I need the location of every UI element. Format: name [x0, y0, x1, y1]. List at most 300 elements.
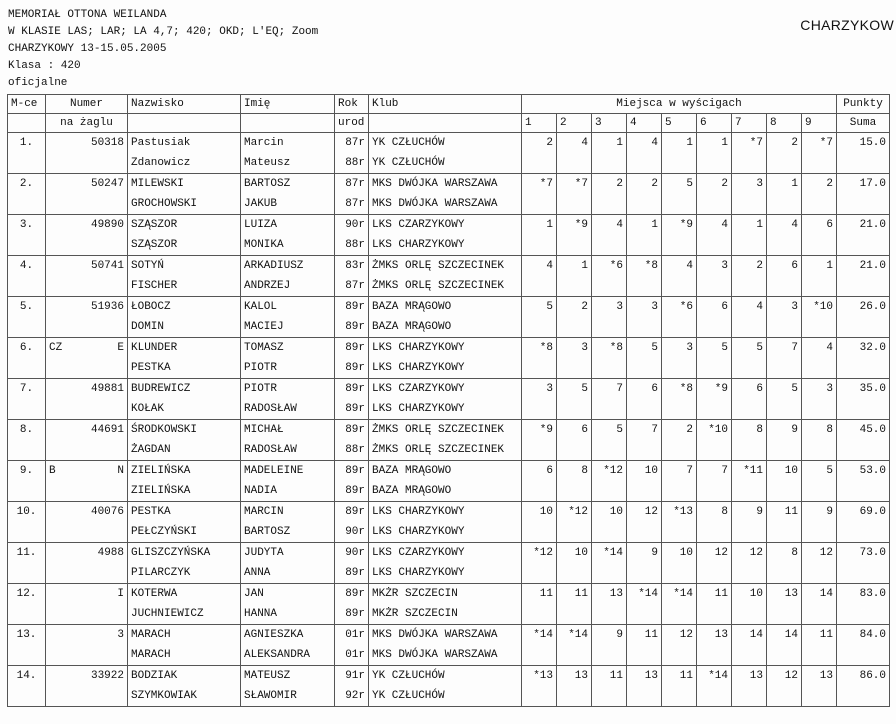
corner-location: CHARZYKOW: [800, 17, 894, 33]
empty-cell: [837, 399, 890, 420]
skipper-surname: KLUNDER: [128, 338, 241, 359]
empty-cell: [46, 399, 128, 420]
empty-cell: [837, 440, 890, 461]
table-row: [8, 276, 890, 297]
empty-cell: [767, 686, 802, 707]
skipper-club: BAZA MRĄGOWO: [369, 297, 522, 318]
crew-club: LKS CHARZYKOWY: [369, 235, 522, 256]
skipper-surname: ŁOBOCZ: [128, 297, 241, 318]
empty-cell: [592, 276, 627, 297]
crew-club: YK CZŁUCHÓW: [369, 153, 522, 174]
empty-cell: [557, 358, 592, 379]
race-score: 10: [627, 461, 662, 482]
race-score: *14: [697, 666, 732, 687]
country-code: B: [49, 465, 56, 477]
empty-cell: [697, 317, 732, 338]
empty-cell: [557, 440, 592, 461]
race-score: 6: [522, 461, 557, 482]
race-score: *9: [522, 420, 557, 441]
race-score: 13: [732, 666, 767, 687]
empty-cell: [662, 563, 697, 584]
empty-cell: [662, 235, 697, 256]
event-classes: W KLASIE LAS; LAR; LA 4,7; 420; OKD; L'EQ; Zoom: [8, 26, 319, 38]
empty-cell: [662, 522, 697, 543]
empty-cell: [8, 317, 46, 338]
race-score: 13: [627, 666, 662, 687]
sail-number: [46, 584, 128, 605]
place-cell: 4.: [8, 256, 46, 277]
skipper-surname: ZIELIŃSKA: [128, 461, 241, 482]
empty-cell: [662, 686, 697, 707]
race-score: 4: [592, 215, 627, 236]
col-surname: Nazwisko: [128, 95, 241, 114]
race-score: 13: [767, 584, 802, 605]
empty-cell: [522, 481, 557, 502]
empty-cell: [46, 522, 128, 543]
race-score: 11: [802, 625, 837, 646]
empty-cell: [767, 440, 802, 461]
race-score: 4: [557, 133, 592, 154]
empty-cell: [802, 194, 837, 215]
crew-surname: GROCHOWSKI: [128, 194, 241, 215]
race-score: 7: [662, 461, 697, 482]
race-score: *14: [627, 584, 662, 605]
crew-surname: PESTKA: [128, 358, 241, 379]
col-name: Imię: [241, 95, 335, 114]
table-row: [8, 645, 890, 666]
race-score: 10: [767, 461, 802, 482]
skipper-club: YK CZŁUCHÓW: [369, 133, 522, 154]
race-score: 1: [767, 174, 802, 195]
empty-cell: [592, 563, 627, 584]
crew-club: MKS DWÓJKA WARSZAWA: [369, 645, 522, 666]
skipper-year: 89r: [335, 297, 369, 318]
empty-cell: [767, 522, 802, 543]
race-score: 10: [592, 502, 627, 523]
empty-cell: [662, 276, 697, 297]
race-score: 13: [697, 625, 732, 646]
points-total: 26.0: [837, 297, 890, 318]
skipper-club: LKS CZARZYKOWY: [369, 379, 522, 400]
crew-name: ANNA: [241, 563, 335, 584]
race-score: *12: [557, 502, 592, 523]
sail-value: 33922: [90, 670, 124, 682]
table-row: [8, 625, 890, 646]
race-score: 12: [802, 543, 837, 564]
empty-cell: [46, 686, 128, 707]
crew-name: SŁAWOMIR: [241, 686, 335, 707]
empty-cell: [802, 645, 837, 666]
empty-cell: [592, 440, 627, 461]
empty-cell: [662, 440, 697, 461]
crew-club: YK CZŁUCHÓW: [369, 686, 522, 707]
empty-cell: [837, 153, 890, 174]
points-total: 86.0: [837, 666, 890, 687]
race-score: 3: [627, 297, 662, 318]
race-score: 2: [627, 174, 662, 195]
race-score: 2: [662, 420, 697, 441]
race-score: 11: [627, 625, 662, 646]
race-score: 7: [767, 338, 802, 359]
empty-cell: [46, 276, 128, 297]
empty-cell: [522, 645, 557, 666]
race-score: 10: [732, 584, 767, 605]
race-score: 2: [802, 174, 837, 195]
table-row: [8, 666, 890, 687]
empty-cell: [8, 440, 46, 461]
empty-cell: [627, 481, 662, 502]
empty-cell: [8, 399, 46, 420]
skipper-name: MADELEINE: [241, 461, 335, 482]
table-row: [8, 584, 890, 605]
crew-surname: PILARCZYK: [128, 563, 241, 584]
empty-cell: [767, 194, 802, 215]
table-row: [8, 481, 890, 502]
results-body: [8, 133, 890, 707]
empty-cell: [557, 686, 592, 707]
crew-surname: PEŁCZYŃSKI: [128, 522, 241, 543]
empty-cell: [837, 276, 890, 297]
empty-cell: [592, 481, 627, 502]
empty-cell: [662, 358, 697, 379]
empty-cell: [592, 358, 627, 379]
event-dates: CHARZYKOWY 13-15.05.2005: [8, 43, 167, 55]
race-score: 5: [697, 338, 732, 359]
empty-cell: [732, 317, 767, 338]
race-score: 8: [732, 420, 767, 441]
empty-cell: [522, 235, 557, 256]
race-score: 2: [592, 174, 627, 195]
sail-value: 51936: [90, 301, 124, 313]
skipper-name: JAN: [241, 584, 335, 605]
crew-year: 88r: [335, 440, 369, 461]
crew-year: 87r: [335, 276, 369, 297]
race-score: 3: [802, 379, 837, 400]
crew-name: MACIEJ: [241, 317, 335, 338]
empty-cell: [592, 604, 627, 625]
place-cell: 11.: [8, 543, 46, 564]
skipper-club: ŻMKS ORLĘ SZCZECINEK: [369, 420, 522, 441]
empty-cell: [8, 522, 46, 543]
race-score: 1: [802, 256, 837, 277]
skipper-year: 89r: [335, 502, 369, 523]
skipper-year: 89r: [335, 584, 369, 605]
empty-cell: [802, 235, 837, 256]
empty-cell: [662, 317, 697, 338]
race-score: 1: [662, 133, 697, 154]
col-points: Punkty: [837, 95, 890, 114]
crew-club: MKŻR SZCZECIN: [369, 604, 522, 625]
empty-cell: [627, 686, 662, 707]
skipper-club: LKS CHARZYKOWY: [369, 502, 522, 523]
empty-cell: [837, 604, 890, 625]
place-cell: 12.: [8, 584, 46, 605]
race-score: 12: [697, 543, 732, 564]
empty-cell: [802, 481, 837, 502]
empty-cell: [697, 686, 732, 707]
empty-cell: [802, 317, 837, 338]
crew-club: BAZA MRĄGOWO: [369, 317, 522, 338]
col-races: Miejsca w wyścigach: [522, 95, 837, 114]
empty-cell: [837, 563, 890, 584]
empty-cell: [557, 235, 592, 256]
empty-cell: [732, 194, 767, 215]
sail-number: [46, 420, 128, 441]
race-score: 11: [697, 584, 732, 605]
empty-cell: [522, 563, 557, 584]
race-score: 7: [697, 461, 732, 482]
sail-number: [46, 461, 128, 482]
race-score: 9: [627, 543, 662, 564]
empty-cell: [767, 235, 802, 256]
race-score: *9: [697, 379, 732, 400]
race-score: *7: [522, 174, 557, 195]
race-score: 11: [557, 584, 592, 605]
skipper-year: 89r: [335, 461, 369, 482]
empty-cell: [557, 522, 592, 543]
empty-cell: [837, 235, 890, 256]
empty-cell: [522, 194, 557, 215]
race-score: *13: [522, 666, 557, 687]
place-cell: 13.: [8, 625, 46, 646]
sail-value: 3: [117, 629, 124, 641]
crew-name: NADIA: [241, 481, 335, 502]
crew-year: 87r: [335, 194, 369, 215]
skipper-name: KALOL: [241, 297, 335, 318]
race-score: 3: [697, 256, 732, 277]
crew-surname: ZIELIŃSKA: [128, 481, 241, 502]
empty-cell: [732, 235, 767, 256]
place-cell: 9.: [8, 461, 46, 482]
table-row: [8, 563, 890, 584]
table-row: [8, 502, 890, 523]
empty-cell: [627, 317, 662, 338]
race-score: *14: [557, 625, 592, 646]
crew-club: LKS CHARZYKOWY: [369, 399, 522, 420]
table-row: [8, 153, 890, 174]
empty-cell: [802, 686, 837, 707]
skipper-club: MKS DWÓJKA WARSZAWA: [369, 174, 522, 195]
points-total: 15.0: [837, 133, 890, 154]
crew-year: 88r: [335, 235, 369, 256]
points-total: 21.0: [837, 256, 890, 277]
points-total: 53.0: [837, 461, 890, 482]
empty-cell: [46, 481, 128, 502]
race-score: 5: [767, 379, 802, 400]
empty-cell: [732, 522, 767, 543]
race-score: 9: [802, 502, 837, 523]
empty-cell: [627, 440, 662, 461]
race-num: 9: [802, 114, 837, 133]
col-sail-sub: na żaglu: [46, 114, 128, 133]
empty-cell: [557, 276, 592, 297]
empty-cell: [767, 153, 802, 174]
skipper-surname: SOTYŃ: [128, 256, 241, 277]
race-score: 11: [767, 502, 802, 523]
empty-cell: [767, 563, 802, 584]
race-score: 3: [662, 338, 697, 359]
crew-name: RADOSŁAW: [241, 440, 335, 461]
skipper-name: MICHAŁ: [241, 420, 335, 441]
event-title: MEMORIAŁ OTTONA WEILANDA: [8, 9, 167, 21]
empty-cell: [46, 563, 128, 584]
sail-number: [46, 174, 128, 195]
empty-cell: [767, 399, 802, 420]
empty-cell: [732, 276, 767, 297]
crew-year: 89r: [335, 604, 369, 625]
race-score: 10: [557, 543, 592, 564]
empty-cell: [627, 276, 662, 297]
empty-cell: [522, 604, 557, 625]
crew-club: LKS CHARZYKOWY: [369, 563, 522, 584]
skipper-name: TOMASZ: [241, 338, 335, 359]
race-score: 10: [522, 502, 557, 523]
skipper-year: 89r: [335, 338, 369, 359]
empty-cell: [837, 481, 890, 502]
results-table: [7, 94, 890, 707]
skipper-name: JUDYTA: [241, 543, 335, 564]
empty-cell: [697, 276, 732, 297]
place-cell: 8.: [8, 420, 46, 441]
skipper-club: BAZA MRĄGOWO: [369, 461, 522, 482]
crew-surname: SZĄSZOR: [128, 235, 241, 256]
crew-year: 92r: [335, 686, 369, 707]
skipper-club: LKS CZARZYKOWY: [369, 543, 522, 564]
sail-value: 4988: [97, 547, 124, 559]
empty-cell: [46, 440, 128, 461]
empty-cell: [522, 440, 557, 461]
race-score: *9: [557, 215, 592, 236]
skipper-surname: BUDREWICZ: [128, 379, 241, 400]
race-score: 3: [767, 297, 802, 318]
table-row: [8, 358, 890, 379]
empty-cell: [662, 153, 697, 174]
crew-club: LKS CHARZYKOWY: [369, 522, 522, 543]
sail-number: [46, 297, 128, 318]
empty-cell: [662, 399, 697, 420]
empty-cell: [8, 358, 46, 379]
table-row: [8, 440, 890, 461]
empty-cell: [8, 481, 46, 502]
race-score: 9: [732, 502, 767, 523]
race-score: 6: [697, 297, 732, 318]
crew-name: HANNA: [241, 604, 335, 625]
empty-cell: [802, 399, 837, 420]
points-total: 73.0: [837, 543, 890, 564]
race-score: 4: [627, 133, 662, 154]
table-row: [8, 338, 890, 359]
table-row: [8, 686, 890, 707]
empty-cell: [627, 604, 662, 625]
empty-cell: [522, 522, 557, 543]
race-num: 3: [592, 114, 627, 133]
skipper-name: BARTOSZ: [241, 174, 335, 195]
table-row: [8, 256, 890, 277]
crew-surname: SZYMKOWIAK: [128, 686, 241, 707]
empty-cell: [732, 358, 767, 379]
sail-value: E: [117, 342, 124, 354]
crew-name: JAKUB: [241, 194, 335, 215]
place-cell: 14.: [8, 666, 46, 687]
empty-cell: [46, 235, 128, 256]
race-score: *7: [557, 174, 592, 195]
empty-cell: [627, 645, 662, 666]
race-score: 8: [802, 420, 837, 441]
race-score: 3: [592, 297, 627, 318]
skipper-club: LKS CZARZYKOWY: [369, 215, 522, 236]
race-score: *14: [662, 584, 697, 605]
sail-number: [46, 625, 128, 646]
empty-cell: [802, 563, 837, 584]
status-label: oficjalne: [8, 77, 68, 89]
skipper-year: 87r: [335, 174, 369, 195]
sail-value: 49881: [90, 383, 124, 395]
race-score: 4: [662, 256, 697, 277]
crew-club: MKS DWÓJKA WARSZAWA: [369, 194, 522, 215]
race-score: 5: [662, 174, 697, 195]
sail-value: 50741: [90, 260, 124, 272]
race-score: 6: [802, 215, 837, 236]
points-total: 84.0: [837, 625, 890, 646]
empty-cell: [592, 645, 627, 666]
class-label: Klasa : 420: [8, 60, 81, 72]
empty-cell: [557, 604, 592, 625]
race-score: *8: [627, 256, 662, 277]
empty-cell: [732, 604, 767, 625]
crew-name: ANDRZEJ: [241, 276, 335, 297]
empty-cell: [8, 563, 46, 584]
empty-cell: [732, 563, 767, 584]
race-score: 8: [697, 502, 732, 523]
empty-cell: [8, 235, 46, 256]
empty-cell: [802, 440, 837, 461]
sail-number: [46, 666, 128, 687]
empty-cell: [46, 194, 128, 215]
race-score: 2: [767, 133, 802, 154]
race-score: *7: [732, 133, 767, 154]
race-score: 7: [592, 379, 627, 400]
crew-year: 90r: [335, 522, 369, 543]
empty-cell: [46, 358, 128, 379]
empty-cell: [557, 399, 592, 420]
empty-cell: [802, 153, 837, 174]
points-total: 35.0: [837, 379, 890, 400]
empty-cell: [767, 604, 802, 625]
race-score: 11: [592, 666, 627, 687]
empty-cell: [592, 194, 627, 215]
race-score: 6: [627, 379, 662, 400]
empty-cell: [802, 358, 837, 379]
crew-surname: ŻAGDAN: [128, 440, 241, 461]
race-score: *11: [732, 461, 767, 482]
sail-number: [46, 338, 128, 359]
empty-cell: [697, 563, 732, 584]
empty-cell: [697, 440, 732, 461]
empty-cell: [837, 686, 890, 707]
skipper-surname: KOTERWA: [128, 584, 241, 605]
table-row: [8, 235, 890, 256]
empty-cell: [8, 604, 46, 625]
empty-cell: [522, 153, 557, 174]
empty-cell: [837, 194, 890, 215]
skipper-year: 89r: [335, 379, 369, 400]
table-row: [8, 420, 890, 441]
points-total: 45.0: [837, 420, 890, 441]
skipper-club: MKS DWÓJKA WARSZAWA: [369, 625, 522, 646]
table-row: [8, 194, 890, 215]
crew-name: RADOSŁAW: [241, 399, 335, 420]
race-score: 5: [557, 379, 592, 400]
